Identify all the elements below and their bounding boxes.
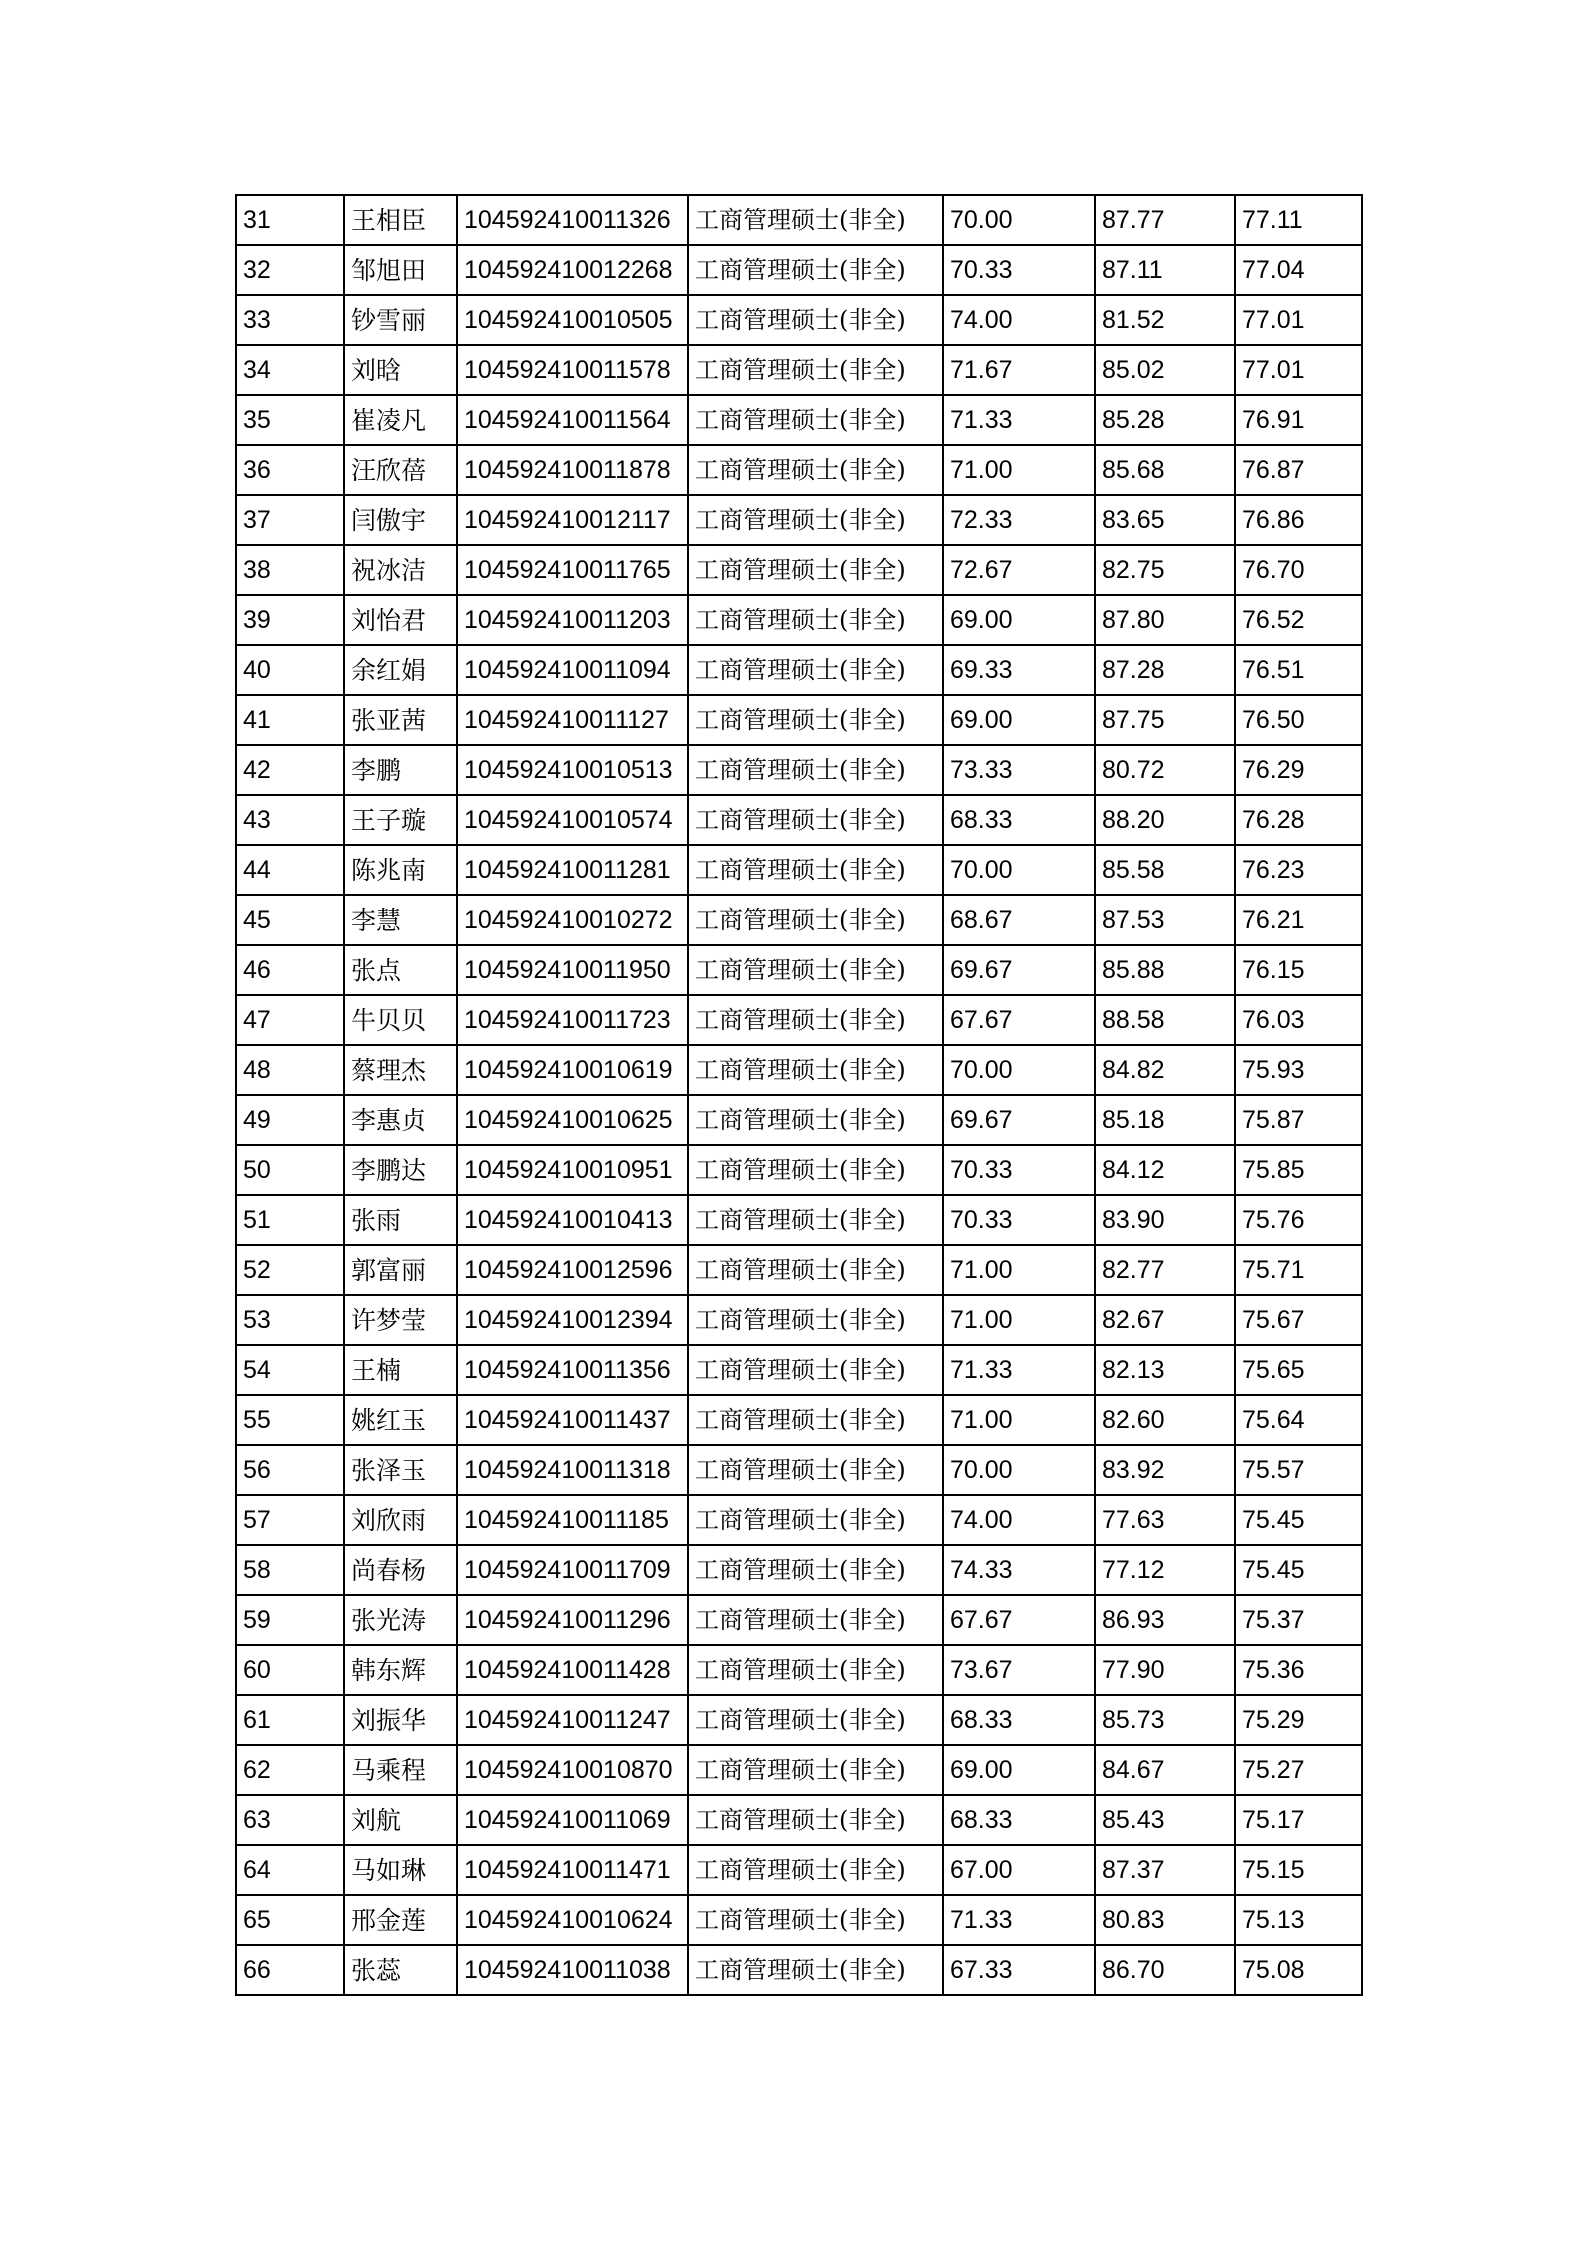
initial-score-cell: 71.33 [943, 1345, 1095, 1395]
exam-id-cell: 104592410011437 [457, 1395, 688, 1445]
exam-id-cell: 104592410011281 [457, 845, 688, 895]
initial-score-cell: 70.00 [943, 195, 1095, 245]
name-cell: 张点 [344, 945, 457, 995]
exam-id-cell: 104592410010625 [457, 1095, 688, 1145]
total-score-cell: 76.28 [1235, 795, 1362, 845]
initial-score-cell: 67.33 [943, 1945, 1095, 1995]
rank-cell: 49 [236, 1095, 344, 1145]
rank-cell: 45 [236, 895, 344, 945]
total-score-cell: 75.64 [1235, 1395, 1362, 1445]
retest-score-cell: 87.75 [1095, 695, 1235, 745]
initial-score-cell: 67.00 [943, 1845, 1095, 1895]
total-score-cell: 76.21 [1235, 895, 1362, 945]
table-body [236, 195, 1362, 1995]
rank-cell: 42 [236, 745, 344, 795]
initial-score-cell: 67.67 [943, 995, 1095, 1045]
retest-score-cell: 77.12 [1095, 1545, 1235, 1595]
rank-cell: 57 [236, 1495, 344, 1545]
total-score-cell: 76.51 [1235, 645, 1362, 695]
table-row [236, 245, 1362, 295]
exam-id-cell: 104592410011127 [457, 695, 688, 745]
name-cell: 姚红玉 [344, 1395, 457, 1445]
initial-score-cell: 70.33 [943, 1145, 1095, 1195]
table-row [236, 1145, 1362, 1195]
exam-id-cell: 104592410011094 [457, 645, 688, 695]
major-cell: 工商管理硕士(非全) [688, 795, 943, 845]
initial-score-cell: 72.67 [943, 545, 1095, 595]
table-row [236, 795, 1362, 845]
name-cell: 郭富丽 [344, 1245, 457, 1295]
initial-score-cell: 69.67 [943, 1095, 1095, 1145]
major-cell: 工商管理硕士(非全) [688, 1695, 943, 1745]
exam-id-cell: 104592410011318 [457, 1445, 688, 1495]
total-score-cell: 77.04 [1235, 245, 1362, 295]
table-row [236, 345, 1362, 395]
table-row [236, 945, 1362, 995]
rank-cell: 56 [236, 1445, 344, 1495]
initial-score-cell: 71.00 [943, 1395, 1095, 1445]
exam-id-cell: 104592410011203 [457, 595, 688, 645]
rank-cell: 62 [236, 1745, 344, 1795]
exam-id-cell: 104592410011326 [457, 195, 688, 245]
initial-score-cell: 71.00 [943, 445, 1095, 495]
name-cell: 韩东辉 [344, 1645, 457, 1695]
total-score-cell: 75.27 [1235, 1745, 1362, 1795]
initial-score-cell: 73.33 [943, 745, 1095, 795]
name-cell: 邹旭田 [344, 245, 457, 295]
rank-cell: 37 [236, 495, 344, 545]
rank-cell: 36 [236, 445, 344, 495]
rank-cell: 64 [236, 1845, 344, 1895]
retest-score-cell: 85.88 [1095, 945, 1235, 995]
total-score-cell: 75.29 [1235, 1695, 1362, 1745]
total-score-cell: 75.67 [1235, 1295, 1362, 1345]
table-row [236, 1595, 1362, 1645]
name-cell: 李慧 [344, 895, 457, 945]
table-row [236, 745, 1362, 795]
retest-score-cell: 83.65 [1095, 495, 1235, 545]
name-cell: 马如琳 [344, 1845, 457, 1895]
major-cell: 工商管理硕士(非全) [688, 695, 943, 745]
initial-score-cell: 71.33 [943, 395, 1095, 445]
total-score-cell: 76.91 [1235, 395, 1362, 445]
major-cell: 工商管理硕士(非全) [688, 1645, 943, 1695]
initial-score-cell: 71.33 [943, 1895, 1095, 1945]
name-cell: 马乘程 [344, 1745, 457, 1795]
table-row [236, 595, 1362, 645]
table-row [236, 1545, 1362, 1595]
initial-score-cell: 69.00 [943, 695, 1095, 745]
retest-score-cell: 84.67 [1095, 1745, 1235, 1795]
total-score-cell: 75.85 [1235, 1145, 1362, 1195]
total-score-cell: 75.15 [1235, 1845, 1362, 1895]
initial-score-cell: 70.00 [943, 1045, 1095, 1095]
table-row [236, 1645, 1362, 1695]
retest-score-cell: 87.80 [1095, 595, 1235, 645]
major-cell: 工商管理硕士(非全) [688, 1245, 943, 1295]
table-row [236, 645, 1362, 695]
table-row [236, 1295, 1362, 1345]
rank-cell: 47 [236, 995, 344, 1045]
rank-cell: 52 [236, 1245, 344, 1295]
total-score-cell: 76.23 [1235, 845, 1362, 895]
exam-id-cell: 104592410011471 [457, 1845, 688, 1895]
retest-score-cell: 82.75 [1095, 545, 1235, 595]
exam-id-cell: 104592410010619 [457, 1045, 688, 1095]
retest-score-cell: 86.93 [1095, 1595, 1235, 1645]
table-row [236, 845, 1362, 895]
major-cell: 工商管理硕士(非全) [688, 745, 943, 795]
retest-score-cell: 85.58 [1095, 845, 1235, 895]
table-row [236, 1795, 1362, 1845]
major-cell: 工商管理硕士(非全) [688, 245, 943, 295]
table-row [236, 295, 1362, 345]
exam-id-cell: 104592410011296 [457, 1595, 688, 1645]
retest-score-cell: 83.92 [1095, 1445, 1235, 1495]
name-cell: 李鹏 [344, 745, 457, 795]
major-cell: 工商管理硕士(非全) [688, 395, 943, 445]
exam-id-cell: 104592410010272 [457, 895, 688, 945]
retest-score-cell: 87.77 [1095, 195, 1235, 245]
table-row [236, 1695, 1362, 1745]
total-score-cell: 75.71 [1235, 1245, 1362, 1295]
retest-score-cell: 77.63 [1095, 1495, 1235, 1545]
name-cell: 牛贝贝 [344, 995, 457, 1045]
total-score-cell: 75.45 [1235, 1545, 1362, 1595]
major-cell: 工商管理硕士(非全) [688, 645, 943, 695]
rank-cell: 66 [236, 1945, 344, 1995]
total-score-cell: 75.65 [1235, 1345, 1362, 1395]
exam-id-cell: 104592410012268 [457, 245, 688, 295]
name-cell: 尚春杨 [344, 1545, 457, 1595]
exam-id-cell: 104592410011247 [457, 1695, 688, 1745]
initial-score-cell: 74.00 [943, 295, 1095, 345]
rank-cell: 43 [236, 795, 344, 845]
table-row [236, 1845, 1362, 1895]
total-score-cell: 75.45 [1235, 1495, 1362, 1545]
initial-score-cell: 73.67 [943, 1645, 1095, 1695]
total-score-cell: 75.87 [1235, 1095, 1362, 1145]
table-row [236, 1095, 1362, 1145]
name-cell: 陈兆南 [344, 845, 457, 895]
table-row [236, 1495, 1362, 1545]
retest-score-cell: 88.20 [1095, 795, 1235, 845]
total-score-cell: 76.03 [1235, 995, 1362, 1045]
major-cell: 工商管理硕士(非全) [688, 1945, 943, 1995]
table-row [236, 445, 1362, 495]
table-row [236, 695, 1362, 745]
rank-cell: 59 [236, 1595, 344, 1645]
total-score-cell: 76.50 [1235, 695, 1362, 745]
name-cell: 刘欣雨 [344, 1495, 457, 1545]
table-row [236, 1345, 1362, 1395]
total-score-cell: 77.01 [1235, 295, 1362, 345]
rank-cell: 65 [236, 1895, 344, 1945]
exam-id-cell: 104592410011765 [457, 545, 688, 595]
rank-cell: 60 [236, 1645, 344, 1695]
retest-score-cell: 84.12 [1095, 1145, 1235, 1195]
name-cell: 李鹏达 [344, 1145, 457, 1195]
retest-score-cell: 82.67 [1095, 1295, 1235, 1345]
table-row [236, 195, 1362, 245]
exam-id-cell: 104592410010870 [457, 1745, 688, 1795]
retest-score-cell: 85.02 [1095, 345, 1235, 395]
table-row [236, 1195, 1362, 1245]
exam-id-cell: 104592410012394 [457, 1295, 688, 1345]
exam-id-cell: 104592410010574 [457, 795, 688, 845]
name-cell: 刘航 [344, 1795, 457, 1845]
name-cell: 王楠 [344, 1345, 457, 1395]
retest-score-cell: 85.43 [1095, 1795, 1235, 1845]
exam-id-cell: 104592410011578 [457, 345, 688, 395]
exam-id-cell: 104592410011069 [457, 1795, 688, 1845]
name-cell: 祝冰洁 [344, 545, 457, 595]
initial-score-cell: 69.33 [943, 645, 1095, 695]
name-cell: 余红娟 [344, 645, 457, 695]
retest-score-cell: 87.28 [1095, 645, 1235, 695]
total-score-cell: 76.70 [1235, 545, 1362, 595]
retest-score-cell: 81.52 [1095, 295, 1235, 345]
major-cell: 工商管理硕士(非全) [688, 1345, 943, 1395]
name-cell: 闫傲宇 [344, 495, 457, 545]
retest-score-cell: 80.72 [1095, 745, 1235, 795]
rank-cell: 33 [236, 295, 344, 345]
initial-score-cell: 71.67 [943, 345, 1095, 395]
exam-id-cell: 104592410011564 [457, 395, 688, 445]
total-score-cell: 77.11 [1235, 195, 1362, 245]
total-score-cell: 76.52 [1235, 595, 1362, 645]
table-row [236, 1445, 1362, 1495]
major-cell: 工商管理硕士(非全) [688, 995, 943, 1045]
major-cell: 工商管理硕士(非全) [688, 1795, 943, 1845]
table-row [236, 1045, 1362, 1095]
initial-score-cell: 70.00 [943, 1445, 1095, 1495]
rank-cell: 41 [236, 695, 344, 745]
initial-score-cell: 71.00 [943, 1245, 1095, 1295]
initial-score-cell: 68.33 [943, 1695, 1095, 1745]
name-cell: 王相臣 [344, 195, 457, 245]
table-row [236, 895, 1362, 945]
name-cell: 张蕊 [344, 1945, 457, 1995]
retest-score-cell: 85.18 [1095, 1095, 1235, 1145]
initial-score-cell: 74.33 [943, 1545, 1095, 1595]
total-score-cell: 75.57 [1235, 1445, 1362, 1495]
exam-id-cell: 104592410010624 [457, 1895, 688, 1945]
retest-score-cell: 87.37 [1095, 1845, 1235, 1895]
name-cell: 崔凌凡 [344, 395, 457, 445]
initial-score-cell: 70.33 [943, 1195, 1095, 1245]
table-row [236, 1245, 1362, 1295]
total-score-cell: 75.76 [1235, 1195, 1362, 1245]
major-cell: 工商管理硕士(非全) [688, 1395, 943, 1445]
rank-cell: 31 [236, 195, 344, 245]
name-cell: 张亚茜 [344, 695, 457, 745]
major-cell: 工商管理硕士(非全) [688, 1145, 943, 1195]
initial-score-cell: 67.67 [943, 1595, 1095, 1645]
major-cell: 工商管理硕士(非全) [688, 845, 943, 895]
score-table [235, 194, 1363, 1996]
major-cell: 工商管理硕士(非全) [688, 545, 943, 595]
total-score-cell: 75.93 [1235, 1045, 1362, 1095]
exam-id-cell: 104592410011709 [457, 1545, 688, 1595]
exam-id-cell: 104592410011185 [457, 1495, 688, 1545]
total-score-cell: 75.13 [1235, 1895, 1362, 1945]
name-cell: 张光涛 [344, 1595, 457, 1645]
initial-score-cell: 70.00 [943, 845, 1095, 895]
name-cell: 刘振华 [344, 1695, 457, 1745]
exam-id-cell: 104592410011950 [457, 945, 688, 995]
name-cell: 王子璇 [344, 795, 457, 845]
name-cell: 刘怡君 [344, 595, 457, 645]
initial-score-cell: 69.00 [943, 595, 1095, 645]
retest-score-cell: 85.73 [1095, 1695, 1235, 1745]
major-cell: 工商管理硕士(非全) [688, 295, 943, 345]
name-cell: 蔡理杰 [344, 1045, 457, 1095]
major-cell: 工商管理硕士(非全) [688, 1495, 943, 1545]
retest-score-cell: 84.82 [1095, 1045, 1235, 1095]
exam-id-cell: 104592410011428 [457, 1645, 688, 1695]
major-cell: 工商管理硕士(非全) [688, 345, 943, 395]
major-cell: 工商管理硕士(非全) [688, 1845, 943, 1895]
rank-cell: 51 [236, 1195, 344, 1245]
table-row [236, 1395, 1362, 1445]
retest-score-cell: 85.28 [1095, 395, 1235, 445]
major-cell: 工商管理硕士(非全) [688, 1045, 943, 1095]
major-cell: 工商管理硕士(非全) [688, 945, 943, 995]
rank-cell: 50 [236, 1145, 344, 1195]
major-cell: 工商管理硕士(非全) [688, 895, 943, 945]
rank-cell: 39 [236, 595, 344, 645]
retest-score-cell: 83.90 [1095, 1195, 1235, 1245]
initial-score-cell: 68.67 [943, 895, 1095, 945]
rank-cell: 46 [236, 945, 344, 995]
major-cell: 工商管理硕士(非全) [688, 1545, 943, 1595]
initial-score-cell: 71.00 [943, 1295, 1095, 1345]
rank-cell: 58 [236, 1545, 344, 1595]
exam-id-cell: 104592410011356 [457, 1345, 688, 1395]
initial-score-cell: 70.33 [943, 245, 1095, 295]
total-score-cell: 76.29 [1235, 745, 1362, 795]
major-cell: 工商管理硕士(非全) [688, 495, 943, 545]
total-score-cell: 77.01 [1235, 345, 1362, 395]
rank-cell: 34 [236, 345, 344, 395]
rank-cell: 35 [236, 395, 344, 445]
exam-id-cell: 104592410011723 [457, 995, 688, 1045]
table-row [236, 995, 1362, 1045]
initial-score-cell: 69.00 [943, 1745, 1095, 1795]
retest-score-cell: 85.68 [1095, 445, 1235, 495]
total-score-cell: 75.17 [1235, 1795, 1362, 1845]
total-score-cell: 76.86 [1235, 495, 1362, 545]
initial-score-cell: 74.00 [943, 1495, 1095, 1545]
retest-score-cell: 87.11 [1095, 245, 1235, 295]
name-cell: 钞雪丽 [344, 295, 457, 345]
major-cell: 工商管理硕士(非全) [688, 1095, 943, 1145]
total-score-cell: 75.36 [1235, 1645, 1362, 1695]
exam-id-cell: 104592410012117 [457, 495, 688, 545]
rank-cell: 48 [236, 1045, 344, 1095]
exam-id-cell: 104592410012596 [457, 1245, 688, 1295]
retest-score-cell: 86.70 [1095, 1945, 1235, 1995]
name-cell: 邢金莲 [344, 1895, 457, 1945]
total-score-cell: 76.87 [1235, 445, 1362, 495]
major-cell: 工商管理硕士(非全) [688, 1745, 943, 1795]
exam-id-cell: 104592410010505 [457, 295, 688, 345]
rank-cell: 54 [236, 1345, 344, 1395]
initial-score-cell: 69.67 [943, 945, 1095, 995]
total-score-cell: 76.15 [1235, 945, 1362, 995]
rank-cell: 53 [236, 1295, 344, 1345]
name-cell: 李惠贞 [344, 1095, 457, 1145]
exam-id-cell: 104592410011878 [457, 445, 688, 495]
table-row [236, 1895, 1362, 1945]
rank-cell: 38 [236, 545, 344, 595]
rank-cell: 32 [236, 245, 344, 295]
major-cell: 工商管理硕士(非全) [688, 195, 943, 245]
total-score-cell: 75.08 [1235, 1945, 1362, 1995]
retest-score-cell: 77.90 [1095, 1645, 1235, 1695]
major-cell: 工商管理硕士(非全) [688, 445, 943, 495]
total-score-cell: 75.37 [1235, 1595, 1362, 1645]
exam-id-cell: 104592410010413 [457, 1195, 688, 1245]
table-row [236, 1945, 1362, 1995]
initial-score-cell: 72.33 [943, 495, 1095, 545]
retest-score-cell: 80.83 [1095, 1895, 1235, 1945]
major-cell: 工商管理硕士(非全) [688, 1595, 943, 1645]
table-row [236, 495, 1362, 545]
major-cell: 工商管理硕士(非全) [688, 1295, 943, 1345]
exam-id-cell: 104592410011038 [457, 1945, 688, 1995]
rank-cell: 63 [236, 1795, 344, 1845]
name-cell: 刘晗 [344, 345, 457, 395]
retest-score-cell: 82.13 [1095, 1345, 1235, 1395]
name-cell: 张泽玉 [344, 1445, 457, 1495]
exam-id-cell: 104592410010513 [457, 745, 688, 795]
table-row [236, 1745, 1362, 1795]
rank-cell: 55 [236, 1395, 344, 1445]
major-cell: 工商管理硕士(非全) [688, 1445, 943, 1495]
exam-id-cell: 104592410010951 [457, 1145, 688, 1195]
retest-score-cell: 88.58 [1095, 995, 1235, 1045]
major-cell: 工商管理硕士(非全) [688, 1195, 943, 1245]
major-cell: 工商管理硕士(非全) [688, 1895, 943, 1945]
retest-score-cell: 87.53 [1095, 895, 1235, 945]
retest-score-cell: 82.60 [1095, 1395, 1235, 1445]
name-cell: 汪欣蓓 [344, 445, 457, 495]
table-row [236, 545, 1362, 595]
name-cell: 张雨 [344, 1195, 457, 1245]
initial-score-cell: 68.33 [943, 1795, 1095, 1845]
retest-score-cell: 82.77 [1095, 1245, 1235, 1295]
initial-score-cell: 68.33 [943, 795, 1095, 845]
rank-cell: 40 [236, 645, 344, 695]
rank-cell: 44 [236, 845, 344, 895]
major-cell: 工商管理硕士(非全) [688, 595, 943, 645]
name-cell: 许梦莹 [344, 1295, 457, 1345]
rank-cell: 61 [236, 1695, 344, 1745]
table-row [236, 395, 1362, 445]
